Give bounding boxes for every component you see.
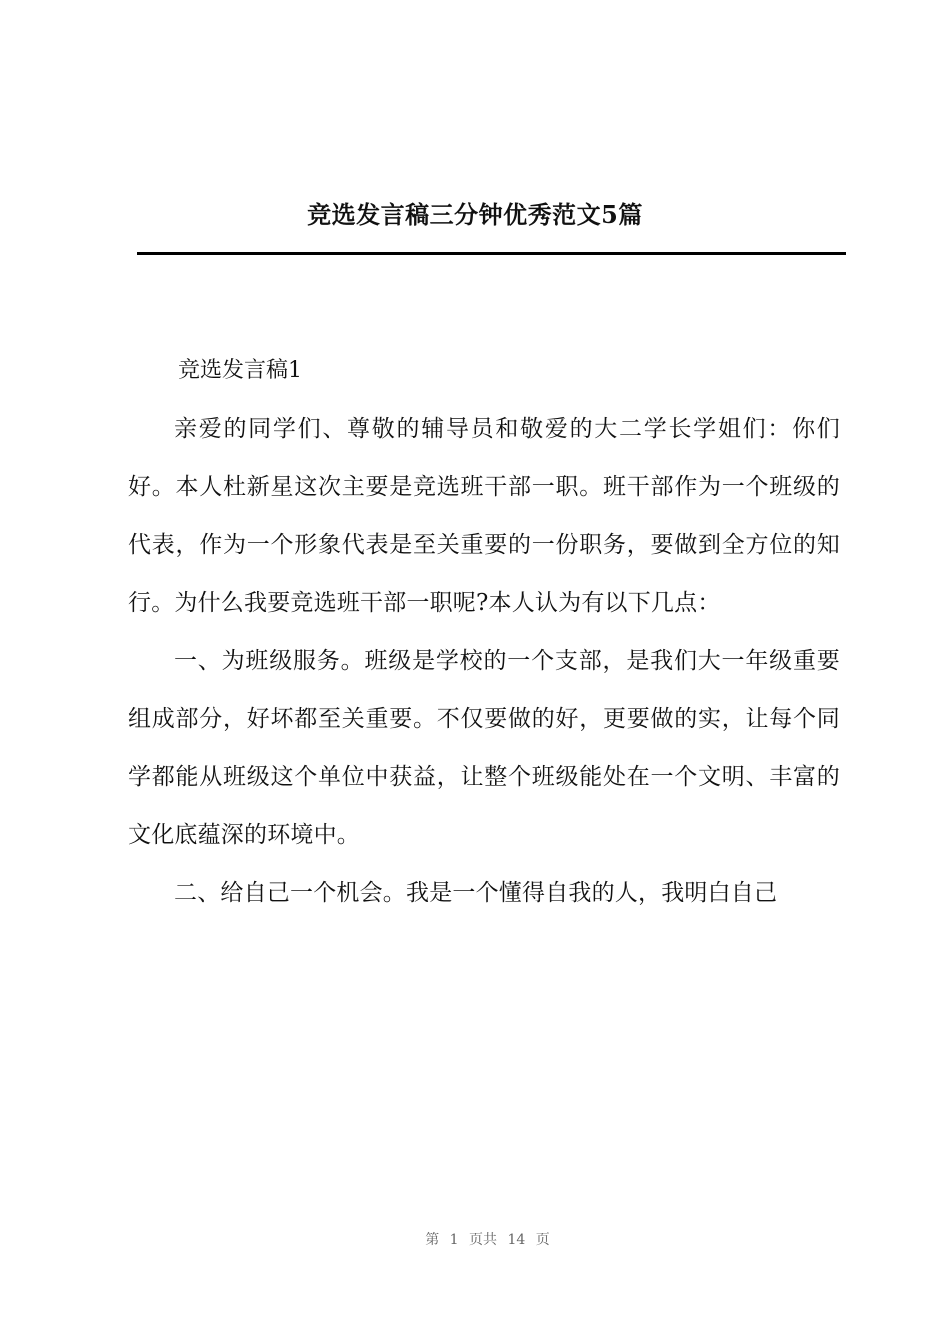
section-heading: 竞选发言稿1 [178, 358, 302, 383]
paragraph-point-two: 二、给自己一个机会。我是一个懂得自我的人，我明白自己 [174, 880, 778, 906]
title-divider [137, 252, 846, 255]
page-footer: 第 1 页共 14 页 [425, 1232, 550, 1248]
document-title: 竞选发言稿三分钟优秀范文5篇 [307, 200, 643, 229]
paragraph-greeting: 亲爱的同学们、尊敬的辅导员和敬爱的大二学长学姐们：你们好。本人杜新星这次主要是竞选班干部一职。班干部作为一个班级的代表，作为一个形象代表是至关重要的一份职务，要做到全方位的知行。为什么我要竞选班干部一职呢?本人认为有以下几点： [128, 416, 840, 616]
paragraph-point-one: 一、为班级服务。班级是学校的一个支部，是我们大一年级重要组成部分，好坏都至关重要。不仅要做的好，更要做的实，让每个同学都能从班级这个单位中获益，让整个班级能处在一个文明、丰富的文化底蕴深的环境中。 [128, 648, 840, 848]
document-body [128, 342, 840, 922]
